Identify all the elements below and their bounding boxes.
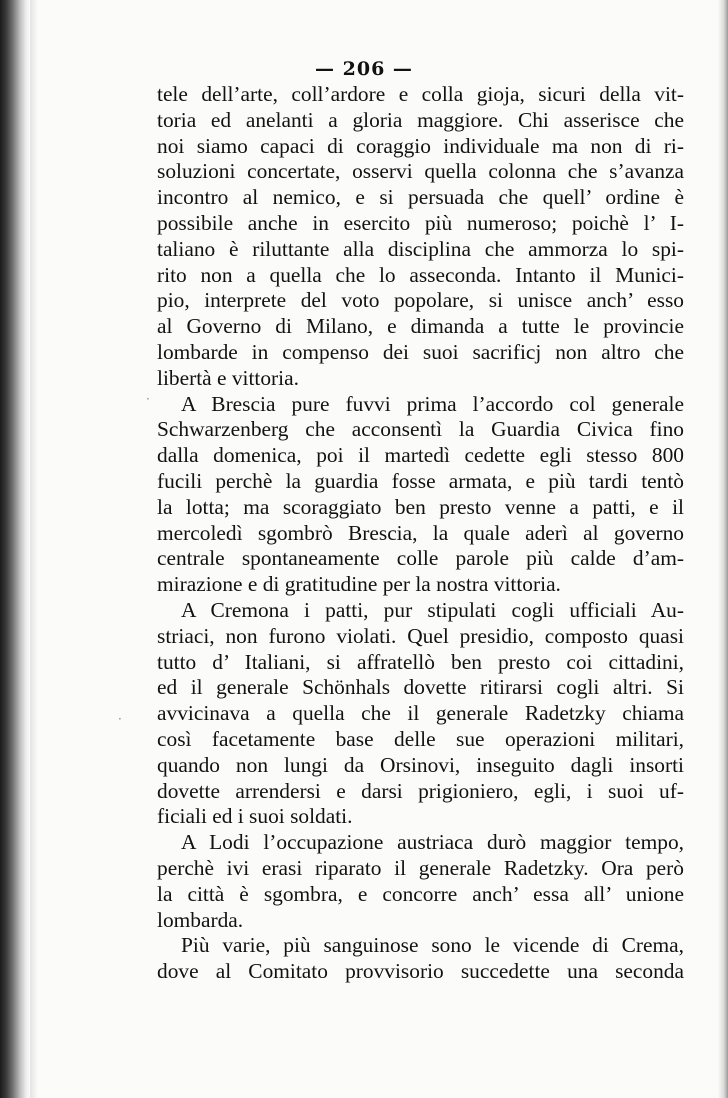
paragraph-start-line: A Brescia pure fuvvi prima l’accordo col generale — [181, 391, 684, 416]
text-line: perchè ivi erasi riparato il generale Radetzky. Ora però — [157, 855, 684, 880]
text-line: mercoledì sgombrò Brescia, la quale aderì al governo — [157, 520, 684, 545]
paragraph-start-line: A Lodi l’occupazione austriaca durò maggior tempo, — [181, 830, 684, 855]
text-line: quando non lungi da Orsinovi, inseguito dagli insorti — [157, 752, 684, 777]
text-line: al Governo di Milano, e dimanda a tutte le provincie — [157, 314, 684, 339]
text-line: mirazione e di gratitudine per la nostra vittoria. — [157, 572, 561, 597]
paragraph-start-line: Più varie, più sanguinose sono le vicende di Crema, — [181, 933, 684, 958]
text-line: avvicinava a quella che il generale Radetzky chiama — [157, 701, 684, 726]
ink-speck: · — [146, 392, 150, 406]
text-line: la lotta; ma scoraggiato ben presto venne a patti, e il — [157, 494, 684, 519]
text-line: incontro al nemico, e si persuada che quell’ ordine è — [157, 185, 684, 210]
text-line: tutto d’ Italiani, si affratellò ben presto coi cittadini, — [157, 649, 684, 674]
text-line: lombarde in compenso dei suoi sacrificj non altro che — [157, 339, 684, 364]
text-line: libertà e vittoria. — [157, 365, 299, 390]
text-line: rito non a quella che lo asseconda. Intanto il Munici- — [157, 262, 684, 287]
text-line: striaci, non furono violati. Quel presidio, composto quasi — [157, 623, 684, 648]
text-line: taliano è riluttante alla disciplina che ammorza lo spi- — [157, 236, 684, 261]
text-line: dovette arrendersi e darsi prigioniero, egli, i suoi uf- — [157, 778, 684, 803]
text-line: toria ed anelanti a gloria maggiore. Chi asserisce che — [157, 107, 684, 132]
text-line: la città è sgombra, e concorre anch’ essa all’ unione — [157, 881, 684, 906]
text-line: dalla domenica, poi il martedì cedette egli stesso 800 — [157, 443, 684, 468]
text-line: soluzioni concertate, osservi quella colonna che s’avanza — [157, 159, 684, 184]
text-line: pio, interprete del voto popolare, si unisce anch’ esso — [157, 288, 684, 313]
text-line: Schwarzenberg che acconsentì la Guardia Civica fino — [157, 417, 684, 442]
page-binding-edge — [0, 0, 30, 1098]
ink-speck: · — [118, 712, 122, 726]
text-line: lombarda. — [157, 907, 244, 932]
text-line: ficiali ed i suoi soldati. — [157, 804, 353, 829]
paragraph-start-line: A Cremona i patti, pur stipulati cogli ufficiali Au- — [181, 597, 684, 622]
text-line: noi siamo capaci di coraggio individuale ma non di ri- — [157, 133, 684, 158]
text-line: tele dell’arte, coll’ardore e colla gioja, sicuri della vit- — [157, 82, 684, 106]
page-right-edge — [718, 0, 728, 1098]
text-line: possibile anche in esercito più numeroso; poichè l’ I- — [157, 210, 684, 235]
page-number: — 206 — — [315, 58, 413, 80]
text-line: dove al Comitato provvisorio succedette una seconda — [157, 959, 684, 984]
text-line: centrale spontaneamente colle parole più calde d’am- — [157, 546, 684, 571]
body-text — [157, 82, 684, 985]
page-binding-shadow — [30, 0, 38, 1098]
text-line: ed il generale Schönhals dovette ritirarsi cogli altri. Si — [157, 675, 684, 700]
text-line: fucili perchè la guardia fosse armata, e più tardi tentò — [157, 468, 684, 493]
text-line: così facetamente base delle sue operazioni militari, — [157, 726, 684, 751]
